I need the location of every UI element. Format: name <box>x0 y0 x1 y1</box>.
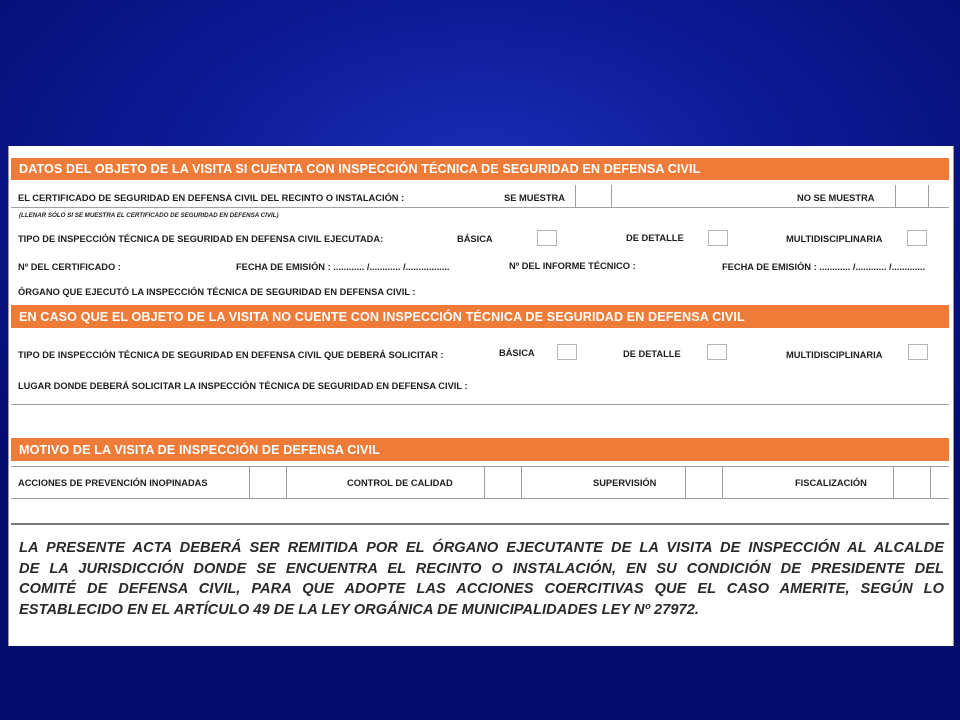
basica-checkbox-2[interactable] <box>557 344 577 360</box>
fecha-emision-1-field[interactable]: FECHA DE EMISIÓN : ............ /............ /................. <box>236 262 450 272</box>
no-se-muestra-checkbox[interactable] <box>900 188 924 204</box>
multidisciplinaria-label-2: MULTIDISCIPLINARIA <box>786 350 883 360</box>
lugar-solicitar-label: LUGAR DONDE DEBERÁ SOLICITAR LA INSPECCIÓN TÉCNICA DE SEGURIDAD EN DEFENSA CIVIL : <box>18 381 468 391</box>
basica-checkbox-1[interactable] <box>537 230 557 246</box>
certificate-shown-label: EL CERTIFICADO DE SEGURIDAD EN DEFENSA CIVIL DEL RECINTO O INSTALACIÓN : <box>18 193 405 203</box>
section3-header: MOTIVO DE LA VISITA DE INSPECCIÓN DE DEFENSA CIVIL <box>11 438 949 461</box>
se-muestra-label: SE MUESTRA <box>504 193 565 203</box>
organo-ejecutor-label: ÓRGANO QUE EJECUTÓ LA INSPECCIÓN TÉCNICA DE SEGURIDAD EN DEFENSA CIVIL : <box>18 287 416 297</box>
multidisciplinaria-label-1: MULTIDISCIPLINARIA <box>786 234 883 244</box>
de-detalle-checkbox-2[interactable] <box>707 344 727 360</box>
tipo-ejecutada-label: TIPO DE INSPECCIÓN TÉCNICA DE SEGURIDAD EN DEFENSA CIVIL EJECUTADA: <box>18 234 384 244</box>
multidisciplinaria-checkbox-1[interactable] <box>907 230 927 246</box>
statement-divider <box>11 523 949 525</box>
numero-certificado-label: Nº DEL CERTIFICADO : <box>18 262 121 272</box>
multidisciplinaria-checkbox-2[interactable] <box>908 344 928 360</box>
tipo-solicitar-label: TIPO DE INSPECCIÓN TÉCNICA DE SEGURIDAD EN DEFENSA CIVIL QUE DEBERÁ SOLICITAR : <box>18 350 444 360</box>
acciones-prevencion-checkbox[interactable] <box>254 472 282 492</box>
se-muestra-checkbox[interactable] <box>582 188 606 204</box>
statement-line: LA PRESENTE ACTA DEBERÁ SER REMITIDA POR EL ÓRGANO EJECUTANTE DE LA VISITA DE INSPECCIÓN AL ALCALDE <box>19 540 944 556</box>
section2-header: EN CASO QUE EL OBJETO DE LA VISITA NO CUENTE CON INSPECCIÓN TÉCNICA DE SEGURIDAD EN DEFENSA CIVIL <box>11 305 949 328</box>
section1-header: DATOS DEL OBJETO DE LA VISITA SI CUENTA CON INSPECCIÓN TÉCNICA DE SEGURIDAD EN DEFENSA CIVIL <box>11 158 949 180</box>
basica-label-2: BÁSICA <box>499 348 535 358</box>
motivo-supervision: SUPERVISIÓN <box>593 478 657 488</box>
statement-line: COMITÉ DE DEFENSA CIVIL, PARA QUE ADOPTE LAS ACCIONES COERCITIVAS QUE EL CASO AMERITE, SEGÚN LO <box>19 581 944 597</box>
de-detalle-label-1: DE DETALLE <box>626 233 684 243</box>
control-calidad-checkbox[interactable] <box>489 472 517 492</box>
motivo-acciones-prevencion: ACCIONES DE PREVENCIÓN INOPINADAS <box>18 478 208 488</box>
supervision-checkbox[interactable] <box>690 472 718 492</box>
de-detalle-label-2: DE DETALLE <box>623 349 681 359</box>
motivo-fiscalizacion: FISCALIZACIÓN <box>795 478 867 488</box>
fecha-emision-2-field[interactable]: FECHA DE EMISIÓN : ............ /............ /............. <box>722 262 926 272</box>
fiscalizacion-checkbox[interactable] <box>898 472 926 492</box>
basica-label-1: BÁSICA <box>457 234 493 244</box>
no-se-muestra-label: NO SE MUESTRA <box>797 193 875 203</box>
numero-informe-label: Nº DEL INFORME TÉCNICO : <box>509 261 636 271</box>
statement-line: ESTABLECIDO EN EL ARTÍCULO 49 DE LA LEY ORGÁNICA DE MUNICIPALIDADES LEY Nº 27972. <box>19 601 699 618</box>
de-detalle-checkbox-1[interactable] <box>708 230 728 246</box>
inspection-form <box>8 146 954 646</box>
fill-note: (LLENAR SÓLO SI SE MUESTRA EL CERTIFICADO DE SEGURIDAD EN DEFENSA CIVIL) <box>19 212 279 219</box>
legal-statement <box>19 538 944 620</box>
statement-line: DE LA JURISDICCIÓN DONDE SE ENCUENTRA EL RECINTO O INSTALACIÓN, EN SU CONDICIÓN DE PRESIDENTE DEL <box>19 560 944 577</box>
motivo-control-calidad: CONTROL DE CALIDAD <box>347 478 453 488</box>
